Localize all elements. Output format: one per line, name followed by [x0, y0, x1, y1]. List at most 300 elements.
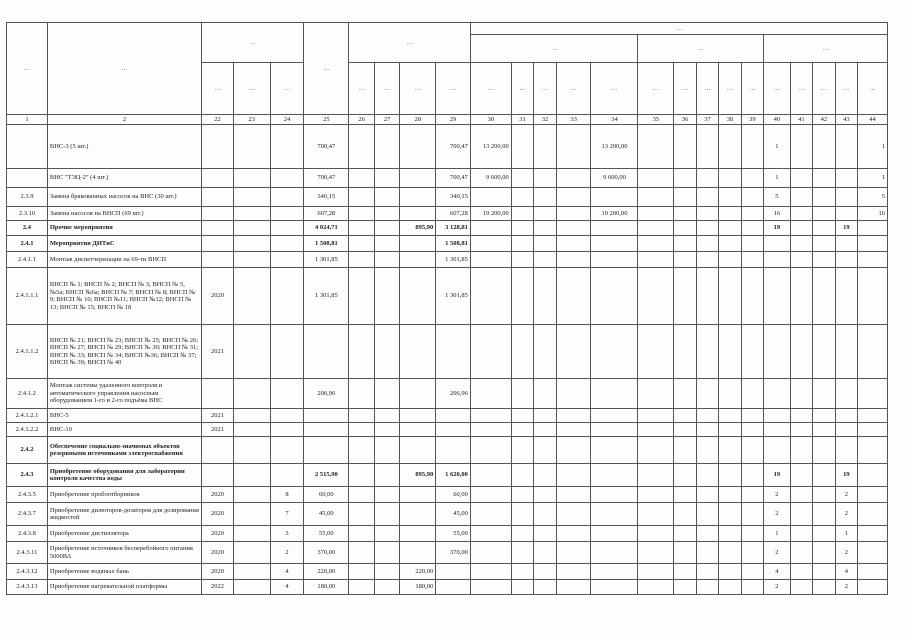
row-year	[202, 252, 234, 268]
empty-cell	[813, 236, 835, 252]
empty-cell	[741, 169, 763, 188]
row-q3-value	[400, 188, 436, 207]
row-other-q4	[858, 379, 888, 409]
column-number: 36	[674, 115, 696, 125]
row-plan-total: 1 301,85	[304, 268, 349, 325]
empty-cell	[638, 526, 674, 542]
row-number: 2.4.1.1.2	[7, 325, 48, 379]
empty-cell	[374, 325, 400, 379]
empty-cell	[790, 207, 812, 221]
empty-cell	[233, 542, 270, 564]
empty-cell	[534, 236, 556, 252]
row-plan-total	[304, 423, 349, 437]
table-row	[7, 221, 888, 236]
row-year	[202, 207, 234, 221]
row-q4-value: 1 301,85	[436, 252, 471, 268]
row-q3-value	[400, 526, 436, 542]
row-other-q3	[835, 252, 857, 268]
row-plan-total: 607,28	[304, 207, 349, 221]
row-other-q3	[835, 207, 857, 221]
row-name: Приобретение источников бесперебойного питания 5000ВА	[47, 542, 201, 564]
empty-cell	[813, 564, 835, 580]
row-count: 5	[764, 188, 791, 207]
header-col-quarters: …	[349, 23, 471, 63]
row-vns-q4: 19 200,00	[591, 207, 638, 221]
empty-cell	[719, 487, 741, 503]
row-vns-q4	[591, 409, 638, 423]
empty-cell	[790, 252, 812, 268]
row-name: Монтаж диспетчеризации на 69-ти ВНСП	[47, 252, 201, 268]
row-other-q4: 1	[858, 169, 888, 188]
empty-cell	[696, 580, 718, 595]
row-q3-value	[400, 169, 436, 188]
row-other-q4	[858, 409, 888, 423]
row-other-q3	[835, 423, 857, 437]
empty-cell	[813, 464, 835, 487]
empty-cell	[790, 487, 812, 503]
header-col-norm: …	[233, 63, 270, 115]
empty-cell	[511, 252, 533, 268]
empty-cell	[674, 125, 696, 169]
empty-cell	[741, 236, 763, 252]
row-plan-total: 1 508,81	[304, 236, 349, 252]
row-plan-total: 700,47	[304, 125, 349, 169]
row-number: 2.4	[7, 221, 48, 236]
header-q1: …	[349, 63, 375, 115]
empty-cell	[790, 564, 812, 580]
empty-cell	[741, 542, 763, 564]
row-name: Приобретение дилюторов-дозаторов для дозирования жидкостей	[47, 503, 201, 526]
row-vns-q4	[591, 268, 638, 325]
row-year: 2022	[202, 580, 234, 595]
row-name: Замена бракованных насосов на ВНС (30 шт.)	[47, 188, 201, 207]
row-year: 2020	[202, 503, 234, 526]
table-row	[7, 268, 888, 325]
empty-cell	[534, 125, 556, 169]
row-quantity: 8	[270, 487, 304, 503]
empty-cell	[534, 169, 556, 188]
row-count: 2	[764, 487, 791, 503]
empty-cell	[349, 379, 375, 409]
empty-cell	[511, 503, 533, 526]
header-net-q3: …	[719, 63, 741, 115]
row-quantity	[270, 188, 304, 207]
table-row	[7, 580, 888, 595]
empty-cell	[674, 580, 696, 595]
row-quantity: 2	[270, 542, 304, 564]
empty-cell	[741, 125, 763, 169]
header-col-len: …	[638, 63, 674, 115]
row-name: Замена насосов на ВНСП (69 шт.)	[47, 207, 201, 221]
empty-cell	[374, 564, 400, 580]
empty-cell	[233, 125, 270, 169]
row-number: 2.3.9	[7, 188, 48, 207]
table-row	[7, 125, 888, 169]
empty-cell	[374, 221, 400, 236]
empty-cell	[511, 125, 533, 169]
empty-cell	[719, 379, 741, 409]
empty-cell	[511, 526, 533, 542]
empty-cell	[374, 503, 400, 526]
empty-cell	[534, 542, 556, 564]
table-row	[7, 542, 888, 564]
row-other-q4	[858, 437, 888, 464]
row-q4-value: 607,28	[436, 207, 471, 221]
empty-cell	[790, 526, 812, 542]
row-count: 16	[764, 207, 791, 221]
empty-cell	[556, 503, 591, 526]
row-quantity	[270, 268, 304, 325]
row-capacity	[470, 564, 511, 580]
empty-cell	[374, 236, 400, 252]
empty-cell	[233, 503, 270, 526]
empty-cell	[790, 188, 812, 207]
empty-cell	[534, 268, 556, 325]
row-name: Мероприятия ДИТиС	[47, 236, 201, 252]
row-other-q3	[835, 236, 857, 252]
empty-cell	[674, 379, 696, 409]
empty-cell	[674, 564, 696, 580]
empty-cell	[349, 236, 375, 252]
empty-cell	[719, 423, 741, 437]
row-other-q4	[858, 423, 888, 437]
empty-cell	[696, 221, 718, 236]
empty-cell	[534, 503, 556, 526]
row-count: 1	[764, 526, 791, 542]
row-capacity	[470, 526, 511, 542]
empty-cell	[638, 487, 674, 503]
row-other-q4	[858, 526, 888, 542]
row-quantity	[270, 207, 304, 221]
empty-cell	[696, 169, 718, 188]
column-number: 37	[696, 115, 718, 125]
row-q3-value	[400, 252, 436, 268]
row-quantity	[270, 221, 304, 236]
empty-cell	[233, 268, 270, 325]
empty-cell	[696, 503, 718, 526]
empty-cell	[233, 464, 270, 487]
row-year: 2020	[202, 526, 234, 542]
empty-cell	[790, 464, 812, 487]
empty-cell	[534, 437, 556, 464]
row-capacity	[470, 487, 511, 503]
empty-cell	[233, 437, 270, 464]
empty-cell	[534, 564, 556, 580]
empty-cell	[696, 379, 718, 409]
empty-cell	[556, 409, 591, 423]
empty-cell	[741, 252, 763, 268]
empty-cell	[556, 580, 591, 595]
table-row	[7, 423, 888, 437]
empty-cell	[511, 542, 533, 564]
row-other-q3: 19	[835, 464, 857, 487]
empty-cell	[719, 252, 741, 268]
row-quantity	[270, 437, 304, 464]
row-plan-total: 340,15	[304, 188, 349, 207]
empty-cell	[511, 423, 533, 437]
empty-cell	[696, 526, 718, 542]
empty-cell	[511, 188, 533, 207]
empty-cell	[534, 464, 556, 487]
empty-cell	[534, 487, 556, 503]
empty-cell	[374, 379, 400, 409]
empty-cell	[374, 252, 400, 268]
empty-cell	[534, 409, 556, 423]
empty-cell	[790, 379, 812, 409]
row-vns-q4	[591, 464, 638, 487]
empty-cell	[511, 409, 533, 423]
row-q3-value	[400, 409, 436, 423]
empty-cell	[349, 169, 375, 188]
row-quantity: 3	[270, 526, 304, 542]
row-q3-value: 895,90	[400, 464, 436, 487]
column-number: 33	[556, 115, 591, 125]
empty-cell	[674, 464, 696, 487]
column-number: 28	[400, 115, 436, 125]
row-count: 4	[764, 564, 791, 580]
table-row	[7, 409, 888, 423]
row-capacity: 19 200,00	[470, 207, 511, 221]
row-year: 2020	[202, 564, 234, 580]
row-quantity	[270, 409, 304, 423]
row-number: 2.4.3.5	[7, 487, 48, 503]
empty-cell	[696, 564, 718, 580]
row-quantity	[270, 464, 304, 487]
empty-cell	[696, 437, 718, 464]
empty-cell	[790, 437, 812, 464]
empty-cell	[233, 564, 270, 580]
empty-cell	[556, 487, 591, 503]
empty-cell	[741, 464, 763, 487]
empty-cell	[790, 580, 812, 595]
empty-cell	[719, 236, 741, 252]
row-q3-value: 180,00	[400, 580, 436, 595]
row-count: 2	[764, 503, 791, 526]
empty-cell	[813, 580, 835, 595]
empty-cell	[511, 207, 533, 221]
row-year: 2020	[202, 487, 234, 503]
empty-cell	[556, 252, 591, 268]
row-name: Приобретение дистиллятора	[47, 526, 201, 542]
empty-cell	[374, 188, 400, 207]
empty-cell	[349, 268, 375, 325]
row-number: 2.4.1.1	[7, 252, 48, 268]
row-year	[202, 188, 234, 207]
header-oth-q2: …	[813, 63, 835, 115]
row-count: 2	[764, 542, 791, 564]
row-count	[764, 423, 791, 437]
row-capacity	[470, 325, 511, 379]
empty-cell	[534, 526, 556, 542]
row-other-q4	[858, 268, 888, 325]
row-year	[202, 379, 234, 409]
column-number: 23	[233, 115, 270, 125]
row-capacity	[470, 379, 511, 409]
empty-cell	[696, 236, 718, 252]
row-other-q3	[835, 409, 857, 423]
row-plan-total: 1 301,85	[304, 252, 349, 268]
row-q4-value	[436, 564, 471, 580]
row-capacity	[470, 464, 511, 487]
column-number: 40	[764, 115, 791, 125]
empty-cell	[349, 580, 375, 595]
empty-cell	[374, 487, 400, 503]
empty-cell	[638, 268, 674, 325]
empty-cell	[638, 437, 674, 464]
empty-cell	[534, 379, 556, 409]
row-year	[202, 221, 234, 236]
header-vns-q1: …	[511, 63, 533, 115]
row-q4-value: 700,47	[436, 125, 471, 169]
row-other-q3	[835, 125, 857, 169]
row-year	[202, 125, 234, 169]
row-other-q4	[858, 580, 888, 595]
column-number: 41	[790, 115, 812, 125]
header-col-year: …	[202, 63, 234, 115]
row-q3-value	[400, 379, 436, 409]
row-other-q4	[858, 487, 888, 503]
table-row	[7, 188, 888, 207]
row-year: 2020	[202, 542, 234, 564]
empty-cell	[696, 487, 718, 503]
empty-cell	[511, 236, 533, 252]
empty-cell	[638, 169, 674, 188]
column-number: 26	[349, 115, 375, 125]
empty-cell	[233, 379, 270, 409]
empty-cell	[233, 188, 270, 207]
empty-cell	[349, 207, 375, 221]
empty-cell	[349, 526, 375, 542]
row-capacity	[470, 503, 511, 526]
empty-cell	[233, 207, 270, 221]
row-count: 1	[764, 169, 791, 188]
row-q4-value: 340,15	[436, 188, 471, 207]
header-col-cap: …	[470, 63, 511, 115]
column-number: 27	[374, 115, 400, 125]
row-count: 19	[764, 464, 791, 487]
header-oth-q4: …	[858, 63, 888, 115]
row-q4-value: 206,96	[436, 379, 471, 409]
row-q4-value	[436, 423, 471, 437]
row-number: 2.4.1.2	[7, 379, 48, 409]
row-other-q3	[835, 268, 857, 325]
empty-cell	[790, 236, 812, 252]
empty-cell	[638, 252, 674, 268]
row-name: ВНС "ТЭЦ-2" (4 шт.)	[47, 169, 201, 188]
empty-cell	[638, 564, 674, 580]
table-row	[7, 487, 888, 503]
empty-cell	[674, 423, 696, 437]
row-q4-value: 55,00	[436, 526, 471, 542]
header-col-qty: …	[270, 63, 304, 115]
row-number: 2.4.3.12	[7, 564, 48, 580]
row-year	[202, 169, 234, 188]
empty-cell	[813, 526, 835, 542]
empty-cell	[696, 125, 718, 169]
row-vns-q4	[591, 542, 638, 564]
row-number: 2.4.1.2.2	[7, 423, 48, 437]
row-plan-total	[304, 325, 349, 379]
row-q3-value: 895,90	[400, 221, 436, 236]
column-number: 39	[741, 115, 763, 125]
empty-cell	[556, 236, 591, 252]
row-capacity	[470, 423, 511, 437]
empty-cell	[674, 236, 696, 252]
empty-cell	[674, 207, 696, 221]
row-vns-q4	[591, 325, 638, 379]
row-q3-value	[400, 487, 436, 503]
empty-cell	[741, 526, 763, 542]
row-other-q4	[858, 252, 888, 268]
row-other-q4	[858, 564, 888, 580]
row-q4-value: 1 508,81	[436, 236, 471, 252]
header-main: …	[470, 23, 887, 35]
row-plan-total: 180,00	[304, 580, 349, 595]
row-other-q3: 2	[835, 487, 857, 503]
empty-cell	[349, 221, 375, 236]
empty-cell	[349, 252, 375, 268]
empty-cell	[741, 409, 763, 423]
empty-cell	[790, 542, 812, 564]
empty-cell	[638, 464, 674, 487]
empty-cell	[511, 325, 533, 379]
empty-cell	[349, 423, 375, 437]
row-name: ВНС-5	[47, 409, 201, 423]
empty-cell	[638, 125, 674, 169]
header-group-oth: …	[764, 35, 888, 63]
row-other-q3: 1	[835, 526, 857, 542]
empty-cell	[790, 423, 812, 437]
empty-cell	[696, 423, 718, 437]
empty-cell	[233, 526, 270, 542]
empty-cell	[719, 503, 741, 526]
header-oth-q1: …	[790, 63, 812, 115]
row-number	[7, 169, 48, 188]
table-row	[7, 564, 888, 580]
column-number: 44	[858, 115, 888, 125]
row-other-q4	[858, 325, 888, 379]
row-vns-q4	[591, 236, 638, 252]
row-quantity	[270, 252, 304, 268]
row-count	[764, 268, 791, 325]
row-q4-value: 60,00	[436, 487, 471, 503]
empty-cell	[374, 580, 400, 595]
column-number: 32	[534, 115, 556, 125]
empty-cell	[813, 437, 835, 464]
empty-cell	[719, 464, 741, 487]
row-year: 2020	[202, 268, 234, 325]
empty-cell	[374, 409, 400, 423]
empty-cell	[349, 437, 375, 464]
row-other-q3	[835, 169, 857, 188]
table-row	[7, 464, 888, 487]
empty-cell	[511, 487, 533, 503]
row-quantity: 4	[270, 564, 304, 580]
empty-cell	[674, 437, 696, 464]
row-number: 2.4.1	[7, 236, 48, 252]
row-plan-total: 4 024,71	[304, 221, 349, 236]
table-row	[7, 169, 888, 188]
row-count: 1	[764, 125, 791, 169]
empty-cell	[741, 221, 763, 236]
empty-cell	[233, 409, 270, 423]
empty-cell	[741, 207, 763, 221]
row-quantity	[270, 125, 304, 169]
empty-cell	[741, 580, 763, 595]
row-quantity	[270, 169, 304, 188]
column-number: 43	[835, 115, 857, 125]
empty-cell	[741, 188, 763, 207]
